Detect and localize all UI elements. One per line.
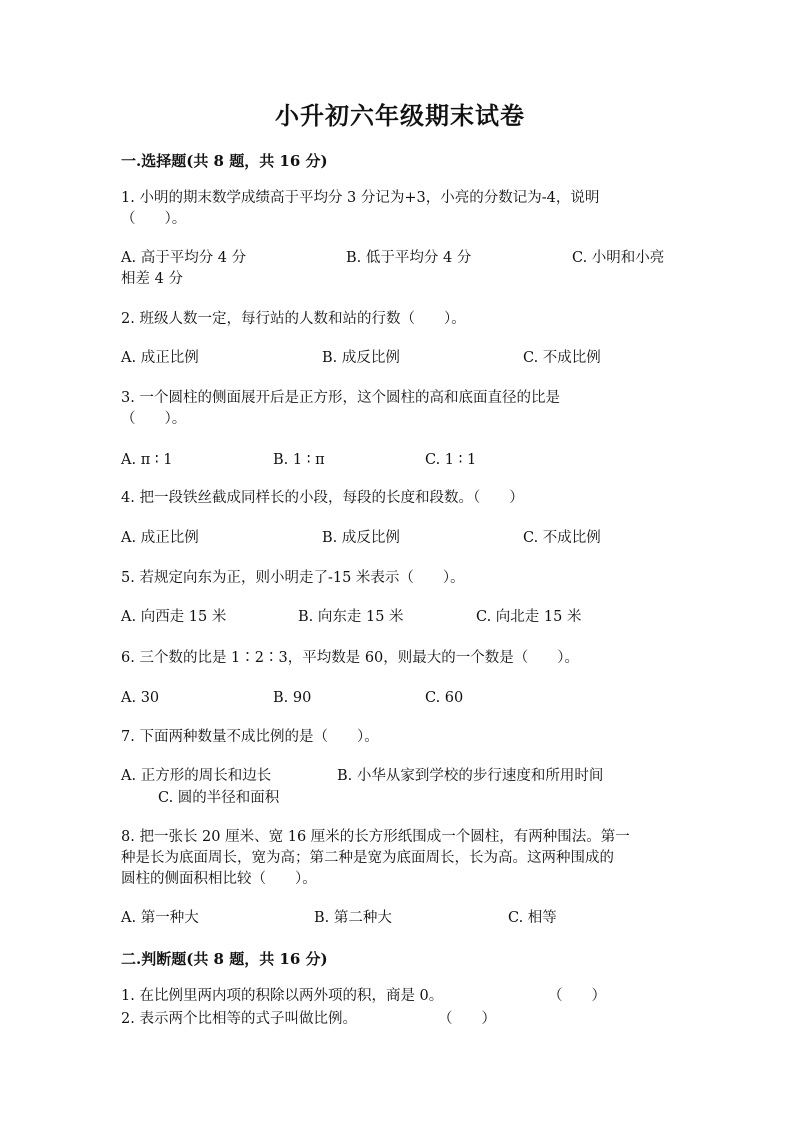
page-title: 小升初六年级期末试卷 [275,101,525,130]
tf-question-1-stem: 1. 在比例里两内项的积除以两外项的积，商是 0。 [121,988,444,1004]
question-3-stem-cont: （ ）。 [121,411,187,427]
question-1-option-a: A. 高于平均分 4 分 [121,250,247,266]
question-3-option-b: B. 1 ∶ π [273,452,325,468]
question-1-stem: 1. 小明的期末数学成绩高于平均分 3 分记为+3，小亮的分数记为-4，说明 [121,190,600,206]
question-6-option-a: A. 30 [121,690,160,706]
question-6-option-b: B. 90 [273,690,312,706]
question-2-option-a: A. 成正比例 [121,350,199,366]
tf-question-2-stem: 2. 表示两个比相等的式子叫做比例。 [121,1011,357,1027]
tf-question-2-blank: （ ） [438,1011,496,1027]
question-2-option-b: B. 成反比例 [322,350,400,366]
section-heading-true-false: 二.判断题(共 8 题，共 16 分) [121,950,328,968]
question-7-option-c: C. 圆的半径和面积 [158,790,280,806]
question-7-stem: 7. 下面两种数量不成比例的是（ ）。 [121,729,379,745]
section-heading-choice: 一.选择题(共 8 题，共 16 分) [121,152,328,170]
question-8-option-b: B. 第二种大 [314,910,392,926]
question-4-stem: 4. 把一段铁丝截成同样长的小段，每段的长度和段数。（ ） [121,490,524,506]
question-7-option-b: B. 小华从家到学校的步行速度和所用时间 [337,768,604,784]
question-8-option-a: A. 第一种大 [121,910,199,926]
question-3-option-a: A. π ∶ 1 [121,452,173,468]
question-2-stem: 2. 班级人数一定，每行站的人数和站的行数（ ）。 [121,311,466,327]
question-1-option-c: C. 小明和小亮 [572,250,665,266]
question-2-option-c: C. 不成比例 [523,350,601,366]
question-1-option-b: B. 低于平均分 4 分 [346,250,472,266]
question-4-option-b: B. 成反比例 [322,530,400,546]
question-5-option-c: C. 向北走 15 米 [476,609,582,625]
question-8-stem: 8. 把一张长 20 厘米、宽 16 厘米的长方形纸围成一个圆柱，有两种围法。第一 [121,829,630,845]
question-3-stem: 3. 一个圆柱的侧面展开后是正方形，这个圆柱的高和底面直径的比是 [121,390,560,406]
question-1-option-c-cont: 相差 4 分 [121,271,183,287]
question-6-stem: 6. 三个数的比是 1∶2∶3，平均数是 60，则最大的一个数是（ ）。 [121,650,580,666]
question-4-option-c: C. 不成比例 [523,530,601,546]
question-5-option-b: B. 向东走 15 米 [298,609,404,625]
question-3-option-c: C. 1 ∶ 1 [425,452,477,468]
question-4-option-a: A. 成正比例 [121,530,199,546]
tf-question-1-blank: （ ） [548,988,606,1004]
question-6-option-c: C. 60 [425,690,464,706]
question-1-stem-cont: （ ）。 [121,211,187,227]
question-5-option-a: A. 向西走 15 米 [121,609,227,625]
question-5-stem: 5. 若规定向东为正，则小明走了-15 米表示（ ）。 [121,570,465,586]
question-8-option-c: C. 相等 [508,910,557,926]
question-8-stem-cont-2: 圆柱的侧面积相比较（ ）。 [121,871,317,887]
question-8-stem-cont-1: 种是长为底面周长，宽为高；第二种是宽为底面周长，长为高。这两种围成的 [121,850,614,866]
question-7-option-a: A. 正方形的周长和边长 [121,768,272,784]
